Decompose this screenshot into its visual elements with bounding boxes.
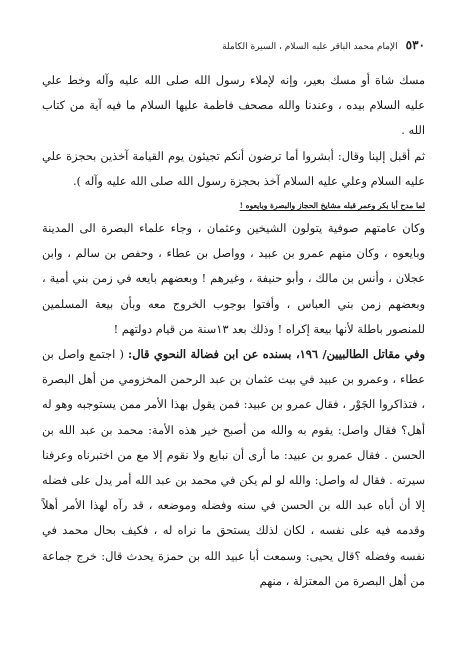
paragraph-3: وكان عامتهم صوفية يتولون الشيخين وعثمان ، وجاء علماء البصرة الى المدينة وبايعوه ، وكان منهم عمرو بن عبيد ، وواصل بن عطاء ، وحفص بن سالم ، وابن عجلان ، وأنس بن مالك ، وأبو حنيفة ، وغيرهم ! وبعضهم بايعه في زمن بني أمية ، وبعضهم زمن بني العباس ، وأفتوا بوجوب الخروج معه وبأن بيعة المسلمين للمنصور باطلة لأنها بيعة إكراه ! وذلك بعد ١٣سنة من قيام دولتهم ! <box>42 221 425 336</box>
document-page <box>42 38 425 638</box>
paragraph-4-body: ( اجتمع واصل بن عطاء ، وعمرو بن عبيد في بيت عثمان بن عبد الرحمن المخزومي من أهل البصرة ، فتذاكروا الجَوْر ، فقال عمرو بن عبيد: فمن يقول بهذا الأمر ممن يستوجبه وهو له أهل؟ فقال واصل: يقوم به والله من أصبح خير هذه الأمة: محمد بن عبد الله بن الحسن . فقال عمرو بن عبيد: ما أرى أن نبايع ولا نقوم إلا مع من اختبرناه وعرفنا سيرته . فقال له واصل: والله لو لم يكن في محمد بن عبد الله أمر يدل على فضله إلا أن أباه عبد الله بن الحسن في سنه وفضله وموضعه ، قد رآه لهذا الأمر أهلاً وقدمه فيه على نفسه ، لكان لذلك يستحق ما نراه له ، فكيف بحال محمد في نفسه وفضله ؟قال يحيى: وسمعت أبا عبيد الله بن حمزة يحدث قال: خرج جماعة من أهل البصرة من المعتزلة ، منهم <box>42 347 425 588</box>
running-header <box>42 38 425 56</box>
section-heading: لما مدح أبا بكر وعمر قبله مشايخ الحجاز والبصرة وبايعوه ! <box>239 201 425 211</box>
body-text <box>42 68 425 594</box>
paragraph-4 <box>42 342 425 594</box>
paragraph-2: ثم أقبل إلينا وقال: أبشروا أما ترضون أنكم تجيئون يوم القيامة آخذين بحجزة علي عليه السلام وعلي عليه السلام آخذ بحجزة رسول الله صلى الله عليه وآله ). <box>42 148 425 188</box>
running-title: الإمام محمد الباقر عليه السلام ، السيرة الكاملة <box>222 42 398 52</box>
paragraph-1: مسك شاة أو مسك بعير، وإنه لإملاء رسول الله صلى الله عليه وآله وخط علي عليه السلام بيده ، وعندنا والله مصحف فاطمة عليها السلام ما فيه آية من كتاب الله . <box>42 73 425 138</box>
page-number: ٥٣٠ <box>405 38 425 52</box>
source-reference: وفي مقاتل الطالبيين/ ١٩٦، بسنده عن ابن فضالة النحوي قال: <box>128 347 425 362</box>
